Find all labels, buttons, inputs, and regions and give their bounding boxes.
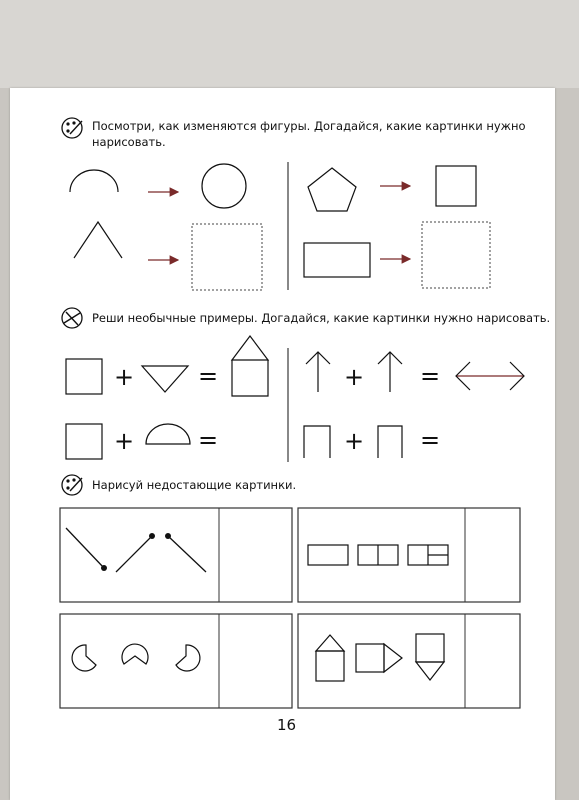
half-circle-shape [146,424,190,444]
equals-sign: = [420,362,441,390]
plus-sign: + [344,363,365,391]
triangle-down-shape [142,366,188,392]
answer-cell[interactable] [466,615,519,707]
pi-shape [378,426,402,458]
answer-area[interactable] [456,420,526,462]
answer-box[interactable] [192,224,262,290]
page-number: 16 [277,716,297,734]
half-circle-shape [70,170,118,192]
equals-sign: = [198,362,219,390]
task2-instruction: Реши необычные примеры. Догадайся, какие картинки нужно нарисовать. [92,311,551,325]
arrow-up-shape [378,352,402,392]
double-arrow-shape [456,362,524,390]
pentagon-shape [308,168,356,211]
arrow-up-shape [306,352,330,392]
palette-brush-icon [62,118,82,138]
equals-sign: = [198,426,219,454]
answer-cell[interactable] [466,509,519,601]
circle-shape [202,164,246,208]
task3-instruction: Нарисуй недостающие картинки. [92,478,297,492]
answer-area[interactable] [226,420,276,462]
rectangle-shape [304,243,370,277]
house-shape [232,336,268,396]
square-shape [436,166,476,206]
answer-box[interactable] [422,222,490,288]
answer-cell[interactable] [220,615,291,707]
pi-shape [304,426,330,458]
angle-shape [74,222,122,258]
plus-sign: + [114,363,135,391]
square-shape [66,359,102,394]
task1-instruction-line1: Посмотри, как изменяются фигуры. Догадайся, какие картинки нужно [92,119,526,133]
pen-ruler-icon [62,308,82,328]
palette-brush-icon [62,475,82,495]
task1-instruction-line2: нарисовать. [92,135,166,149]
plus-sign: + [114,427,135,455]
answer-cell[interactable] [220,509,291,601]
plus-sign: + [344,427,365,455]
equals-sign: = [420,426,441,454]
square-shape [66,424,102,459]
